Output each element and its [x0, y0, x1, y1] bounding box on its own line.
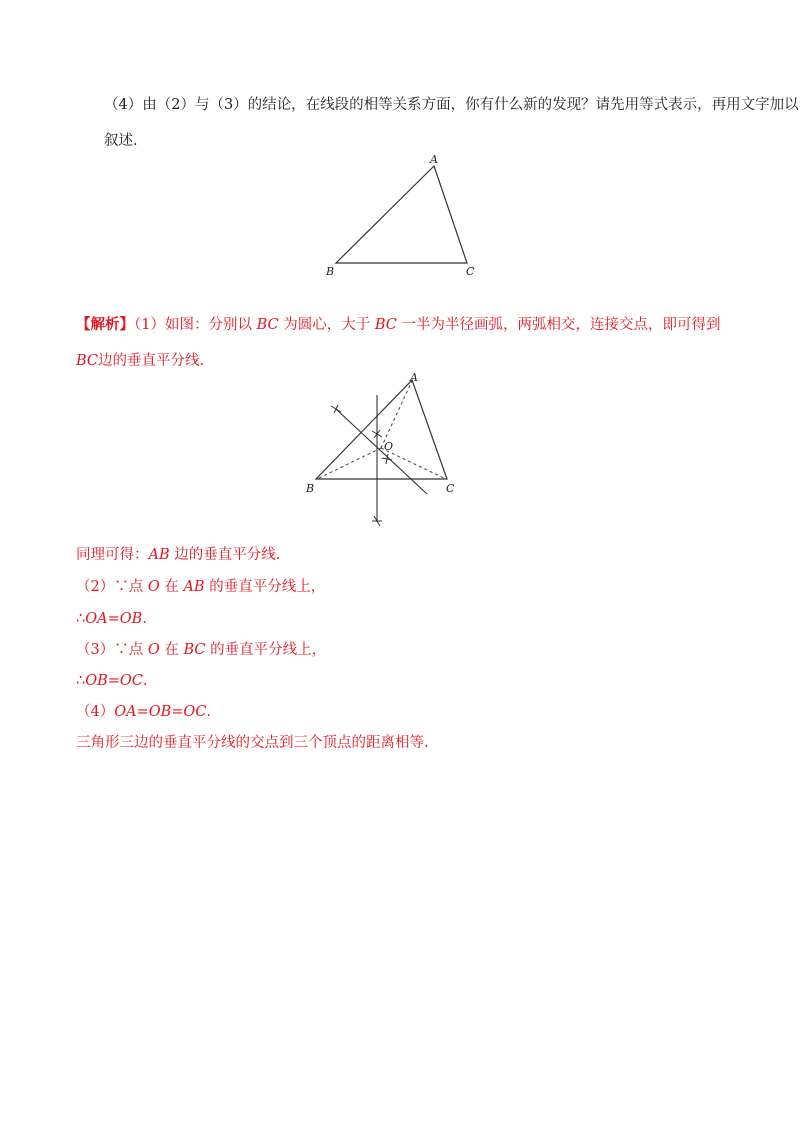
label-b2: B: [306, 482, 315, 495]
bisector-ab: [336, 409, 427, 494]
solution-line-8: （4）OA=OB=OC.: [76, 704, 212, 720]
segment-oa: [381, 381, 412, 448]
triangle-abc: [336, 166, 467, 263]
label-c: C: [466, 265, 475, 278]
construction-figure: [0, 372, 800, 532]
label-b: B: [326, 265, 335, 278]
question-line-1: （4）由（2）与（3）的结论，在线段的相等关系方面，你有什么新的发现？请先用等式表示，再用文字加以: [104, 97, 799, 113]
solution-line-2: BC边的垂直平分线.: [76, 353, 205, 369]
solution-line-6: （3）∵点 O 在 BC 的垂直平分线上，: [76, 642, 327, 658]
solution-line-9: 三角形三边的垂直平分线的交点到三个顶点的距离相等.: [76, 735, 429, 751]
arc-marks: [331, 405, 392, 526]
label-a: A: [430, 153, 438, 166]
segment-ob: [317, 448, 381, 479]
label-o: O: [384, 440, 394, 453]
solution-line-1: 【解析】（1）如图：分别以 BC 为圆心，大于 BC 一半为半径画弧，两弧相交，连接交点，即可得到: [76, 316, 721, 333]
solution-tag: 【解析】: [76, 316, 134, 333]
construction-triangle: [316, 380, 447, 479]
triangle-figure: [0, 150, 800, 280]
solution-line-4: （2）∵点 O 在 AB 的垂直平分线上，: [76, 579, 326, 595]
solution-line-7: ∴OB=OC.: [76, 673, 148, 689]
solution-line-5: ∴OA=OB.: [76, 611, 147, 627]
label-c2: C: [446, 482, 455, 495]
question-line-2: 叙述.: [104, 133, 138, 149]
label-a2: A: [410, 371, 418, 384]
solution-line-3: 同理可得：AB 边的垂直平分线.: [76, 547, 281, 563]
